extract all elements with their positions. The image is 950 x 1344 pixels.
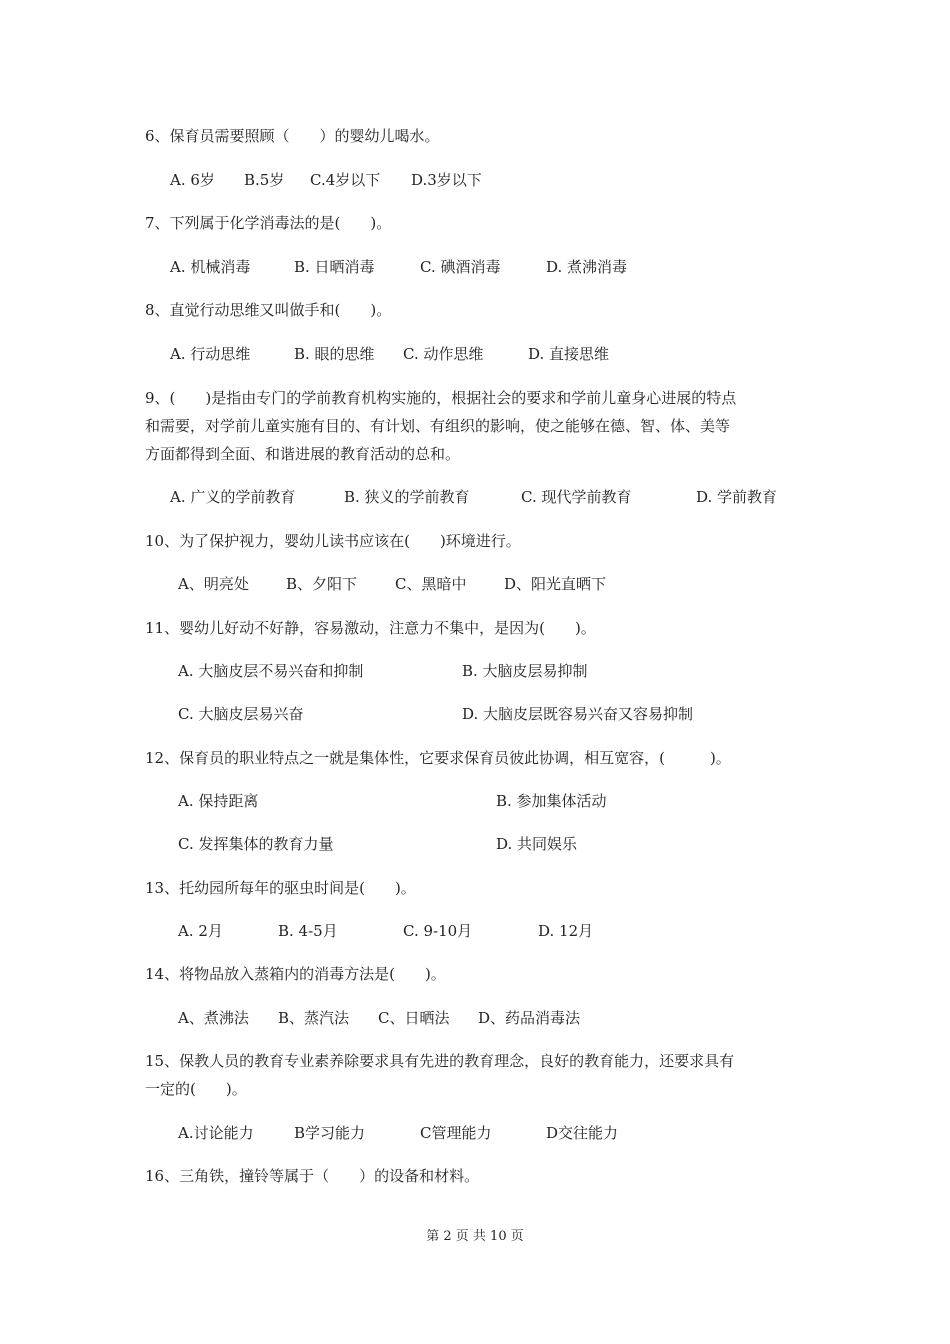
question-8-option-c: C. 动作思维: [403, 345, 484, 363]
question-9-option-d: D. 学前教育: [696, 488, 778, 506]
question-12-option-a: A. 保持距离: [178, 792, 259, 810]
question-11-option-b: B. 大脑皮层易抑制: [462, 662, 588, 680]
question-8-stem: 8、直觉行动思维又叫做手和( )。: [145, 301, 392, 319]
question-9-stem-line-1: 9、( )是指由专门的学前教育机构实施的，根据社会的要求和学前儿童身心进展的特点: [145, 389, 737, 407]
question-13-option-c: C. 9-10月: [403, 922, 473, 940]
question-9-option-b: B. 狭义的学前教育: [344, 488, 470, 506]
question-9-stem-line-3: 方面都得到全面、和谐进展的教育活动的总和。: [145, 445, 461, 463]
question-12-option-c: C. 发挥集体的教育力量: [178, 835, 334, 853]
question-12-stem: 12、保育员的职业特点之一就是集体性，它要求保育员彼此协调，相互宽容，( )。: [145, 749, 731, 767]
question-10-option-a: A、明亮处: [178, 575, 249, 593]
question-12-option-d: D. 共同娱乐: [496, 835, 578, 853]
question-13-stem: 13、托幼园所每年的驱虫时间是( )。: [145, 879, 416, 897]
question-6-option-b: B.5岁: [244, 171, 285, 189]
question-7-stem: 7、下列属于化学消毒法的是( )。: [145, 214, 392, 232]
question-7-option-d: D. 煮沸消毒: [546, 258, 628, 276]
question-16-stem: 16、三角铁，撞铃等属于（ ）的设备和材料。: [145, 1167, 480, 1185]
question-7-option-c: C. 碘酒消毒: [420, 258, 501, 276]
question-6-stem: 6、保育员需要照顾（ ）的婴幼儿喝水。: [145, 127, 440, 145]
question-14-option-c: C、日晒法: [378, 1009, 450, 1027]
question-12-option-b: B. 参加集体活动: [496, 792, 607, 810]
question-15-option-d: D交往能力: [546, 1124, 619, 1142]
question-11-option-c: C. 大脑皮层易兴奋: [178, 705, 304, 723]
question-8-option-b: B. 眼的思维: [294, 345, 375, 363]
question-6-option-c: C.4岁以下: [310, 171, 381, 189]
question-7-option-a: A. 机械消毒: [170, 258, 251, 276]
question-14-option-b: B、蒸汽法: [278, 1009, 350, 1027]
question-9-stem-line-2: 和需要，对学前儿童实施有目的、有计划、有组织的影响，使之能够在德、智、体、美等: [145, 417, 731, 435]
question-11-stem: 11、婴幼儿好动不好静，容易激动，注意力不集中，是因为( )。: [145, 619, 596, 637]
question-14-stem: 14、将物品放入蒸箱内的消毒方法是( )。: [145, 965, 446, 983]
page-footer: 第 2 页 共 10 页: [426, 1229, 524, 1244]
question-15-option-c: C管理能力: [420, 1124, 492, 1142]
question-9-option-c: C. 现代学前教育: [521, 488, 632, 506]
question-9-option-a: A. 广义的学前教育: [170, 488, 296, 506]
question-14-option-a: A、煮沸法: [178, 1009, 249, 1027]
question-7-option-b: B. 日晒消毒: [294, 258, 375, 276]
question-10-option-c: C、黑暗中: [395, 575, 467, 593]
question-15-stem-line-1: 15、保教人员的教育专业素养除要求具有先进的教育理念，良好的教育能力，还要求具有: [145, 1052, 735, 1070]
question-13-option-a: A. 2月: [178, 922, 223, 940]
question-15-stem-line-2: 一定的( )。: [145, 1080, 247, 1098]
question-10-option-d: D、阳光直晒下: [504, 575, 607, 593]
question-11-option-a: A. 大脑皮层不易兴奋和抑制: [178, 662, 364, 680]
question-10-stem: 10、为了保护视力，婴幼儿读书应该在( )环境进行。: [145, 532, 521, 550]
question-10-option-b: B、夕阳下: [286, 575, 358, 593]
question-13-option-b: B. 4-5月: [278, 922, 338, 940]
question-14-option-d: D、药品消毒法: [478, 1009, 581, 1027]
question-13-option-d: D. 12月: [538, 922, 594, 940]
question-15-option-b: B学习能力: [294, 1124, 366, 1142]
question-8-option-a: A. 行动思维: [170, 345, 251, 363]
question-15-option-a: A.讨论能力: [178, 1124, 254, 1142]
question-8-option-d: D. 直接思维: [528, 345, 610, 363]
question-11-option-d: D. 大脑皮层既容易兴奋又容易抑制: [462, 705, 694, 723]
question-6-option-a: A. 6岁: [170, 171, 215, 189]
question-6-option-d: D.3岁以下: [411, 171, 482, 189]
